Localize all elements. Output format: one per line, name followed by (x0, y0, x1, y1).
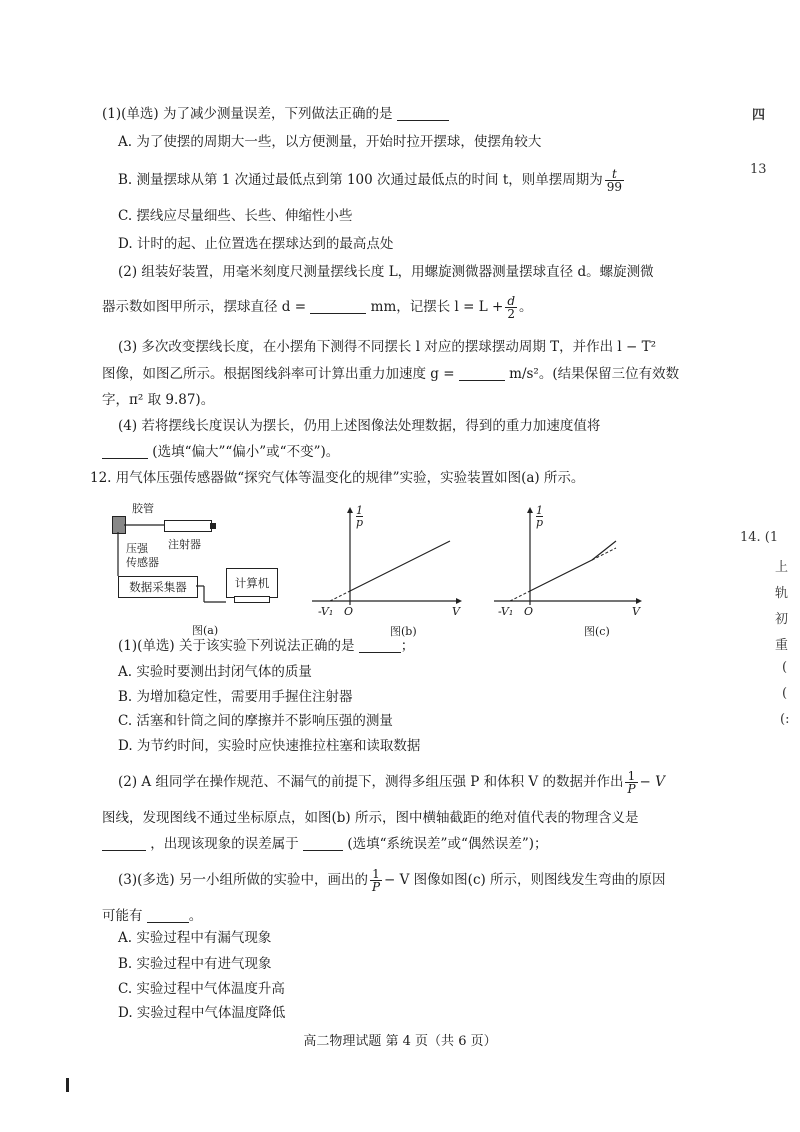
fraction: $\frac{d}{2}$ (507, 294, 516, 321)
q11-option-c: C. 摆线应尽量细些、长些、伸缩性小些 (118, 208, 353, 224)
figure-b-caption: 图(b) (390, 625, 417, 638)
curved-data-line (530, 541, 616, 591)
answer-blank[interactable] (359, 637, 401, 653)
q11-part3-line2: 图像，如图乙所示。根据图线斜率可计算出重力加速度 g = m/s²。(结果保留三位有效数 (102, 366, 680, 382)
margin-top2: 13 (750, 162, 767, 177)
graph-c-origin: O (524, 605, 534, 618)
q12-stem: 12. 用气体压强传感器做“探究气体等温变化的规律”实验，实验装置如图(a) 所示。 (90, 470, 585, 486)
graph-b-axes (310, 505, 470, 615)
margin-char: 初 (775, 612, 789, 627)
answer-blank[interactable] (147, 907, 189, 923)
answer-blank[interactable] (459, 365, 505, 381)
q12-option3-a: A. 实验过程中有漏气现象 (118, 930, 272, 946)
q11-part3-line3: 字，π² 取 9.87)。 (102, 392, 215, 408)
q12-part2-line3: ，出现该现象的误差属于 (选填“系统误差”或“偶然误差”)； (102, 834, 548, 854)
q11-part4-line1: (4) 若将摆线长度误认为摆长，仍用上述图像法处理数据，得到的重力加速度值将 (118, 418, 601, 434)
margin-q14: 14. (1 (740, 530, 779, 545)
figure-c-caption: 图(c) (584, 625, 610, 638)
graph-b-intercept: -V₁ (318, 605, 334, 618)
graph-c-xlabel: V (632, 605, 640, 618)
margin-char: ( (782, 660, 788, 675)
figure-a-caption: 图(a) (192, 624, 219, 637)
margin-char: 上 (775, 560, 789, 575)
answer-blank[interactable] (397, 105, 449, 121)
q11-part2-line2: 器示数如图甲所示，摆球直径 d = mm，记摆长 l = L + $\frac{d}{2}$ 。 (102, 294, 533, 321)
answer-blank[interactable] (303, 835, 343, 851)
q12-part2-line2: 图线，发现图线不通过坐标原点，如图(b) 所示，图中横轴截距的绝对值代表的物理含义是 (102, 810, 639, 826)
q12-part2-line1: (2) A 组同学在操作规范、不漏气的前提下，测得多组压强 P 和体积 V 的数据并作出 $\frac{1}{P}$ − V (118, 769, 665, 796)
answer-blank[interactable] (310, 298, 366, 314)
q11-part4-line2: (选填“偏大”“偏小”或“不变”)。 (102, 442, 339, 462)
graph-c-axes (492, 505, 652, 615)
page-footer: 高二物理试题 第 4 页（共 6 页） (303, 1034, 497, 1049)
margin-char: ( (782, 686, 788, 701)
sensor-label-1: 压强 (126, 542, 148, 555)
graph-c-intercept: -V₁ (498, 605, 514, 618)
collector-box: 数据采集器 (118, 576, 198, 598)
apparatus-wires (108, 498, 303, 623)
q12-option3-b: B. 实验过程中有进气现象 (118, 956, 272, 972)
q12-option-c: C. 活塞和针筒之间的摩擦并不影响压强的测量 (118, 713, 393, 729)
scan-mark (66, 1078, 69, 1092)
q11-part3-line1: (3) 多次改变摆线长度，在小摆角下测得不同摆长 l 对应的摆球摆动周期 T，并作出 l − T² (118, 339, 657, 355)
figure-c-graph (492, 505, 652, 640)
extrapolated-line (330, 591, 350, 601)
syringe-label: 注射器 (168, 538, 201, 551)
q12-part3-line2: 可能有 。 (102, 908, 203, 924)
tube-label: 胶管 (132, 502, 154, 515)
graph-c-ylabel: 1 p (536, 504, 544, 529)
margin-char: 重 (775, 638, 789, 653)
q12-part1: (1)(单选) 关于该实验下列说法正确的是 ； (118, 638, 415, 654)
sensor-label-2: 传感器 (126, 556, 159, 569)
graph-b-ylabel: 1 p (356, 504, 364, 529)
q12-option3-c: C. 实验过程中气体温度升高 (118, 981, 285, 997)
q11-part2-line1: (2) 组装好装置，用毫米刻度尺测量摆线长度 L，用螺旋测微器测量摆球直径 d。螺旋测微 (118, 264, 654, 280)
q12-option-a: A. 实验时要测出封闭气体的质量 (118, 664, 312, 680)
computer-box: 计算机 (226, 568, 278, 598)
figure-a-apparatus (108, 498, 303, 640)
q12-option-b: B. 为增加稳定性，需要用手握住注射器 (118, 689, 353, 705)
answer-blank[interactable] (102, 835, 146, 851)
fraction: $\frac{1}{P}$ (371, 867, 381, 894)
q12-option3-d: D. 实验过程中气体温度降低 (118, 1005, 286, 1021)
q11-option-a: A. 为了使摆的周期大一些，以方便测量，开始时拉开摆球，使摆角较大 (118, 134, 542, 150)
answer-blank[interactable] (102, 443, 148, 459)
graph-b-xlabel: V (452, 605, 460, 618)
margin-char: (: (780, 712, 790, 727)
q12-part3-line1: (3)(多选) 另一小组所做的实验中，画出的 $\frac{1}{P}$ − V 图像如图(c) 所示，则图线发生弯曲的原因 (118, 867, 666, 894)
q12-option-d: D. 为节约时间，实验时应快速推拉柱塞和读取数据 (118, 738, 421, 754)
graph-b-origin: O (344, 605, 354, 618)
q11-option-d: D. 计时的起、止位置选在摆球达到的最高点处 (118, 236, 394, 252)
q11-option-b: B. 测量摆球从第 1 次通过最低点到第 100 次通过最低点的时间 t，则单摆周期为 $\frac{t}{99}$ (118, 167, 623, 194)
fraction: $\frac{1}{P}$ (627, 769, 636, 796)
figure-b-graph (310, 505, 470, 640)
margin-top1: 四 (752, 108, 766, 123)
fraction: $\frac{t}{99}$ (606, 167, 623, 194)
extrapolated-line (510, 591, 530, 601)
q11-part1: (1)(单选) 为了减少测量误差，下列做法正确的是 (102, 104, 449, 124)
data-line (350, 541, 450, 591)
margin-char: 轨 (775, 586, 789, 601)
